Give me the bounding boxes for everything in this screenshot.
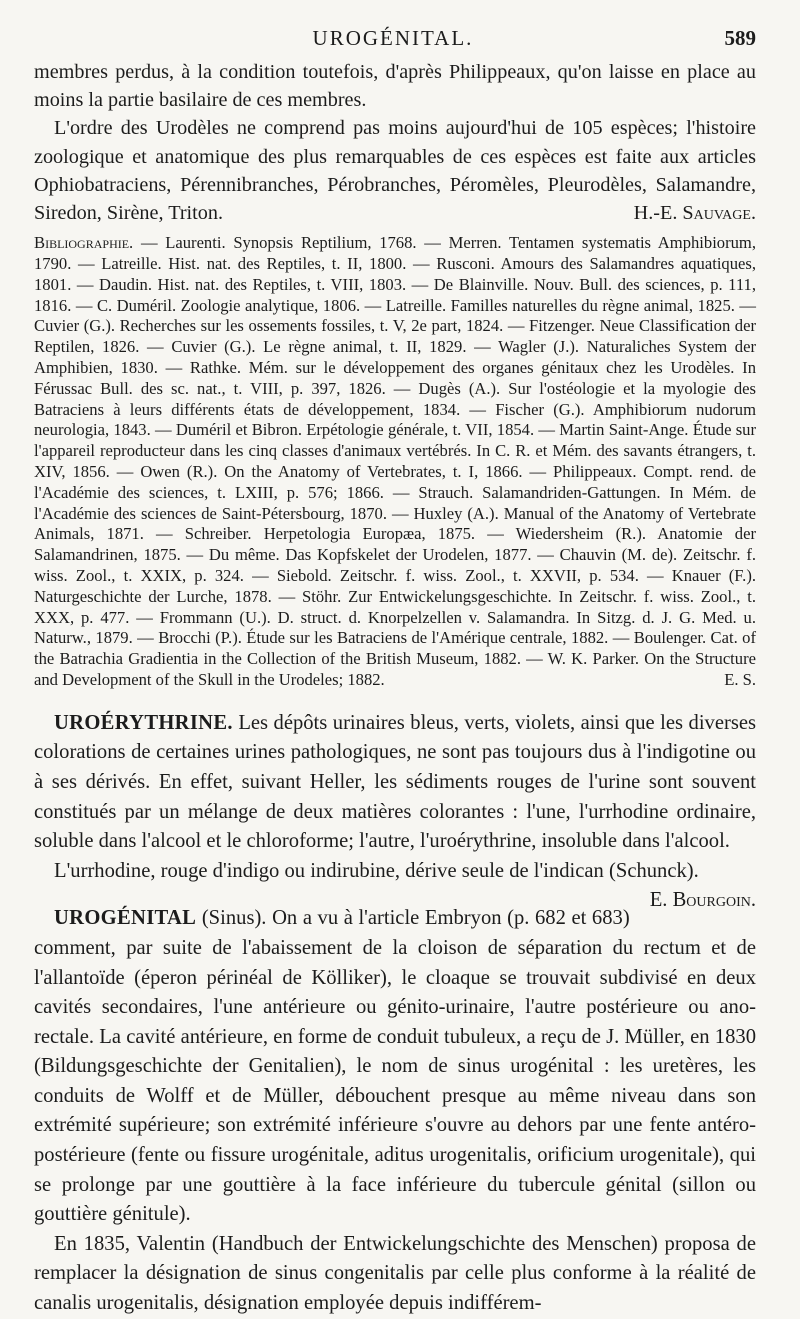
entry-headword: UROGÉNITAL	[54, 907, 197, 930]
paragraph-urodeles	[34, 114, 756, 227]
running-header	[30, 26, 756, 52]
bibliography-signature: E. S.	[724, 669, 756, 689]
entry-text-2: En 1835, Valentin (Handbuch der Entwickelungschichte des Menschen) proposa de remplacer la désignation de sinus congenitalis par celle plus conforme à la réalité de canalis urogenitalis, désignation employée depuis indifférem-	[34, 1232, 756, 1315]
bibliography	[34, 233, 756, 691]
entry-text-2: L'urrhodine, rouge d'indigo ou indirubine, dérive seule de l'indican (Schunck).	[54, 859, 699, 882]
bibliography-text: — Laurenti. Synopsis Reptilium, 1768. — Merren. Tentamen systematis Amphibiorum, 1790. — Latreille. Hist. nat. des Reptiles, t. II, 1800. — Rusconi. Amours des Salamandres aquatiques, 1801. — Daudin. Hist. nat. des Reptiles, t. VIII, 1803. — De Blainville. Nouv. Bull. des sciences, p. 111, 1816. — C. Duméril. Zoologie analytique, 1806. — Latreille. Familles naturelles du règne animal, 1825. — Cuvier (G.). Recherches sur les ossements fossiles, t. V, 2e part, 1824. — Fitzenger. Neue Classification der Reptilen, 1826. — Cuvier (G.). Le règne animal, t. II, 1829. — Wagler (J.). Naturaliches System der Amphibien, 1830. — Rathke. Mém. sur le développement des organes génitaux chez les Urodèles. In Férussac Bull. des sc. nat., t. VIII, p. 397, 1826. — Dugès (A.). Sur l'ostéologie et la myologie des Batraciens à leurs différents états de développement, 1834. — Fischer (G.). Amphibiorum nudorum neurologia, 1843. — Duméril et Bibron. Erpétologie générale, t. VII, 1854. — Martin Saint-Ange. Étude sur l'appareil reproducteur dans les cinq classes d'animaux vertébrés. In C. R. et Mém. des savants étrangers, t. XIV, 1856. — Owen (R.). On the Anatomy of Vertebrates, t. I, 1866. — Philippeaux. Compt. rend. de l'Académie des sciences, t. LXIII, p. 576; 1866. — Strauch. Salamandriden-Gattungen. In Mém. de l'Académie des sciences de Saint-Pétersbourg, 1870. — Huxley (A.). Manual of the Anatomy of Vertebrate Animals, 1871. — Schreiber. Herpetologia Europæa, 1875. — Wiedersheim (R.). Anatomie der Salamandrinen, 1875. — Du même. Das Kopfskelet der Urodelen, 1877. — Chauvin (M. de). Zeitschr. f. wiss. Zool., t. XXIX, p. 324. — Siebold. Zeitschr. f. wiss. Zool., t. XXVII, p. 534. — Knauer (F.). Naturgeschichte der Lurche, 1878. — Stöhr. Zur Entwickelungsgeschichte. In Zeitschr. f. wiss. Zool., t. XXX, p. 477. — Frommann (U.). D. struct. d. Knorpelzellen v. Salamandra. In Sitzg. d. J. G. Med. u. Naturw., 1879. — Brocchi (P.). Étude sur les Batraciens de l'Amérique centrale, 1882. — Boulenger. Cat. of the Batrachia Gradientia in the Collection of the British Museum, 1882. — W. K. Parker. On the Structure and Development of the Skull in the Urodeles; 1882.	[34, 233, 756, 689]
paragraph-continuation: membres perdus, à la condition toutefois, d'après Philippeaux, qu'on laisse en place au moins la partie basilaire de ces membres.	[34, 61, 756, 112]
entry-text: Les dépôts urinaires bleus, verts, violets, ainsi que les diverses colorations de certaines urines pathologiques, ne sont pas toujours dus à l'indigotine ou à ses dérivés. En effet, suivant Heller, les sédiments rouges de l'urine sont souvent constitués par un mélange de deux matières colorantes : l'une, l'urrhodine ordinaire, soluble dans l'alcool et le chloroforme; l'autre, l'uroérythrine, insoluble dans l'alcool.	[34, 711, 756, 853]
entry-subhead: (Sinus).	[201, 907, 267, 930]
entry-urogenital-continued	[34, 1230, 756, 1319]
entry-urogenital	[34, 904, 756, 1230]
entry-headword: UROÉRYTHRINE.	[54, 711, 233, 734]
bibliography-label: Bibliographie.	[34, 233, 134, 253]
page-number: 589	[724, 26, 756, 50]
paragraph-urodeles-text: L'ordre des Urodèles ne comprend pas moins aujourd'hui de 105 espèces; l'histoire zoologique et anatomique des plus remarquables de ces espèces est faite aux articles Ophiobatraciens, Pérennibranches, Pérobranches, Péromèles, Pleurodèles, Salamandre, Siredon, Sirène, Triton.	[34, 117, 756, 225]
entry-uroerythrine	[34, 709, 756, 857]
entry-signature: E. Bourgoin.	[649, 889, 756, 912]
author-signature: H.-E. Sauvage.	[633, 202, 756, 225]
entry-uroerythrine-continued	[34, 857, 756, 912]
page-body	[34, 58, 756, 1319]
entry-text: On a vu à l'article Embryon (p. 682 et 683) comment, par suite de l'abaissement de la cloison de séparation du rectum et de l'allantoïde (éperon périnéal de Kölliker), le cloaque se trouvait subdivisé en deux cavités secondaires, l'une antérieure ou génito-urinaire, l'autre postérieure ou ano-rectale. La cavité antérieure, en forme de conduit tubuleux, a reçu de J. Müller, en 1830 (Bildungsgeschichte der Genitalien), le nom de sinus urogénital : les uretères, les conduits de Wolff et de Müller, débouchent presque au même niveau dans son extrémité supérieure; son extrémité inférieure s'ouvre au dehors par une fente antéro-postérieure (fente ou fissure urogénitale, aditus urogenitalis, orificium urogenitale), qui se prolonge par une gouttière à la face inférieure du tubercule génital (sillon ou gouttière génitule).	[34, 907, 756, 1226]
running-title: UROGÉNITAL.	[312, 26, 474, 50]
